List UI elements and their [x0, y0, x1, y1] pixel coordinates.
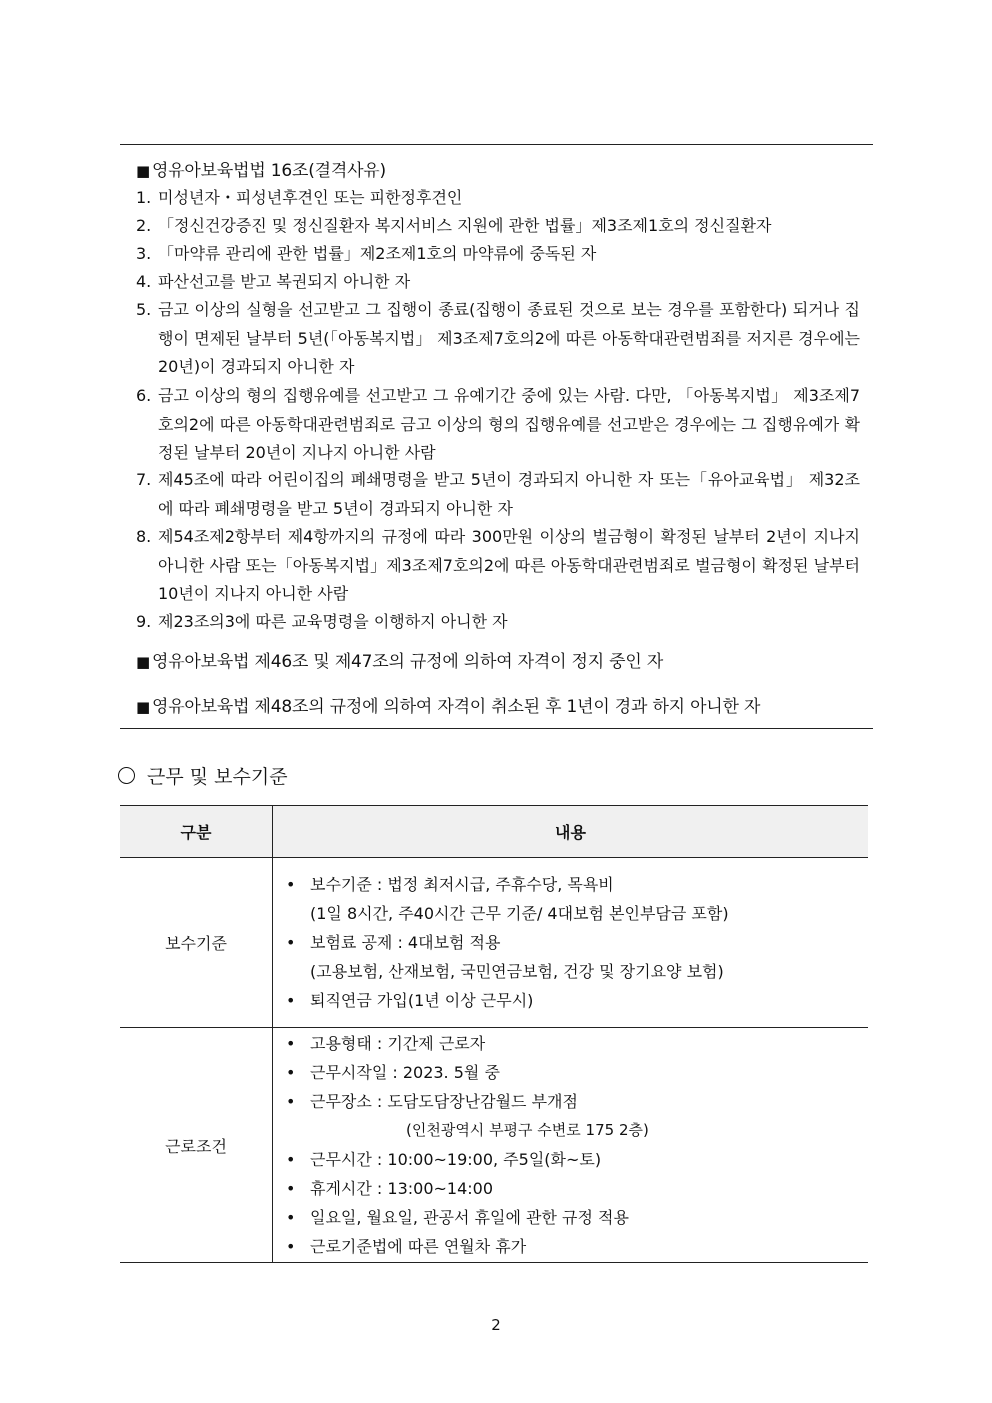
disqualification-note: ■ 영유아보육법 제48조의 규정에 의하여 자격이 취소된 후 1년이 경과 하지 아니한 자: [136, 697, 761, 717]
disqualification-note: ■ 영유아보육법 제46조 및 제47조의 규정에 의하여 자격이 정지 중인 자: [136, 652, 664, 672]
work-conditions-table: [120, 805, 868, 1263]
bullet-item: • 근무시작일 : 2023. 5월 중: [286, 1058, 867, 1087]
list-item: 8. 제54조제2항부터 제4항까지의 규정에 따라 300만원 이상의 벌금형이 확정된 날부터 2년이 지나지 아니한 사람 또는「아동복지법」제3조제7호의2에 따른 아동학대관련범죄로 벌금형이 확정된 날부터 10년이 지나지 아니한 사람: [136, 527, 860, 603]
bullet-item: • 보험료 공제 : 4대보험 적용 (고용보험, 산재보험, 국민연금보험, 건강 및 장기요양 보험): [286, 928, 867, 986]
bullet-item: • 일요일, 월요일, 관공서 휴일에 관한 규정 적용: [286, 1203, 867, 1232]
circle-bullet-icon: [118, 767, 135, 784]
bullet-item: • 보수기준 : 법정 최저시급, 주휴수당, 목욕비 (1일 8시간, 주40시간 근무 기준/ 4대보험 본인부담금 포함): [286, 870, 867, 928]
row-label: 보수기준: [120, 858, 273, 1028]
list-item: 6. 금고 이상의 형의 집행유예를 선고받고 그 유예기간 중에 있는 사람. 다만, 「아동복지법」 제3조제7호의2에 따른 아동학대관련범죄로 금고 이상의 형의 집행유예를 선고받은 경우에는 그 집행유예가 확정된 날부터 20년이 지나지 아니한 사람: [136, 386, 860, 462]
header-content: 내용: [273, 806, 869, 858]
disqualification-heading: ■ 영유아보육법법 16조(결격사유): [136, 161, 386, 181]
section-title: 근무 및 보수기준: [118, 762, 288, 789]
list-item: 7. 제45조에 따라 어린이집의 폐쇄명령을 받고 5년이 경과되지 아니한 자 또는「유아교육법」 제32조에 따라 폐쇄명령을 받고 5년이 경과되지 아니한 자: [136, 470, 860, 518]
table-row: [120, 1028, 868, 1263]
bullet-item: • 근무시간 : 10:00~19:00, 주5일(화~토): [286, 1145, 867, 1174]
list-item: 3. 「마약류 관리에 관한 법률」제2조제1호의 마약류에 중독된 자: [136, 244, 597, 263]
square-bullet-icon: ■: [136, 653, 150, 671]
bullet-item: • 고용형태 : 기간제 근로자: [286, 1029, 867, 1058]
page-number: 2: [491, 1316, 501, 1334]
bullet-item: • 근무장소 : 도담도담장난감월드 부개점 (인천광역시 부평구 수변로 175 2층): [286, 1087, 867, 1145]
row-label: 근로조건: [120, 1028, 273, 1263]
list-item: 5. 금고 이상의 실형을 선고받고 그 집행이 종료(집행이 종료된 것으로 보는 경우를 포함한다) 되거나 집행이 면제된 날부터 5년(「아동복지법」 제3조제7호의2에 따른 아동학대관련범죄를 저지른 경우에는 20년)이 경과되지 아니한 자: [136, 300, 860, 376]
row-content: [273, 858, 869, 1028]
square-bullet-icon: ■: [136, 162, 150, 180]
bullet-item: • 근로기준법에 따른 연월차 휴가: [286, 1232, 867, 1261]
list-item: 2. 「정신건강증진 및 정신질환자 복지서비스 지원에 관한 법률」제3조제1호의 정신질환자: [136, 216, 772, 235]
bullet-item: • 퇴직연금 가입(1년 이상 근무시): [286, 986, 867, 1015]
list-item: 9. 제23조의3에 따른 교육명령을 이행하지 아니한 자: [136, 612, 508, 631]
square-bullet-icon: ■: [136, 698, 150, 716]
header-category: 구분: [120, 806, 273, 858]
bullet-item: • 휴게시간 : 13:00~14:00: [286, 1174, 867, 1203]
list-item: 1. 미성년자・피성년후견인 또는 피한정후견인: [136, 188, 463, 207]
list-item: 4. 파산선고를 받고 복권되지 아니한 자: [136, 272, 411, 291]
row-content: [273, 1028, 869, 1263]
table-header-row: [120, 806, 868, 858]
table-row: [120, 858, 868, 1028]
